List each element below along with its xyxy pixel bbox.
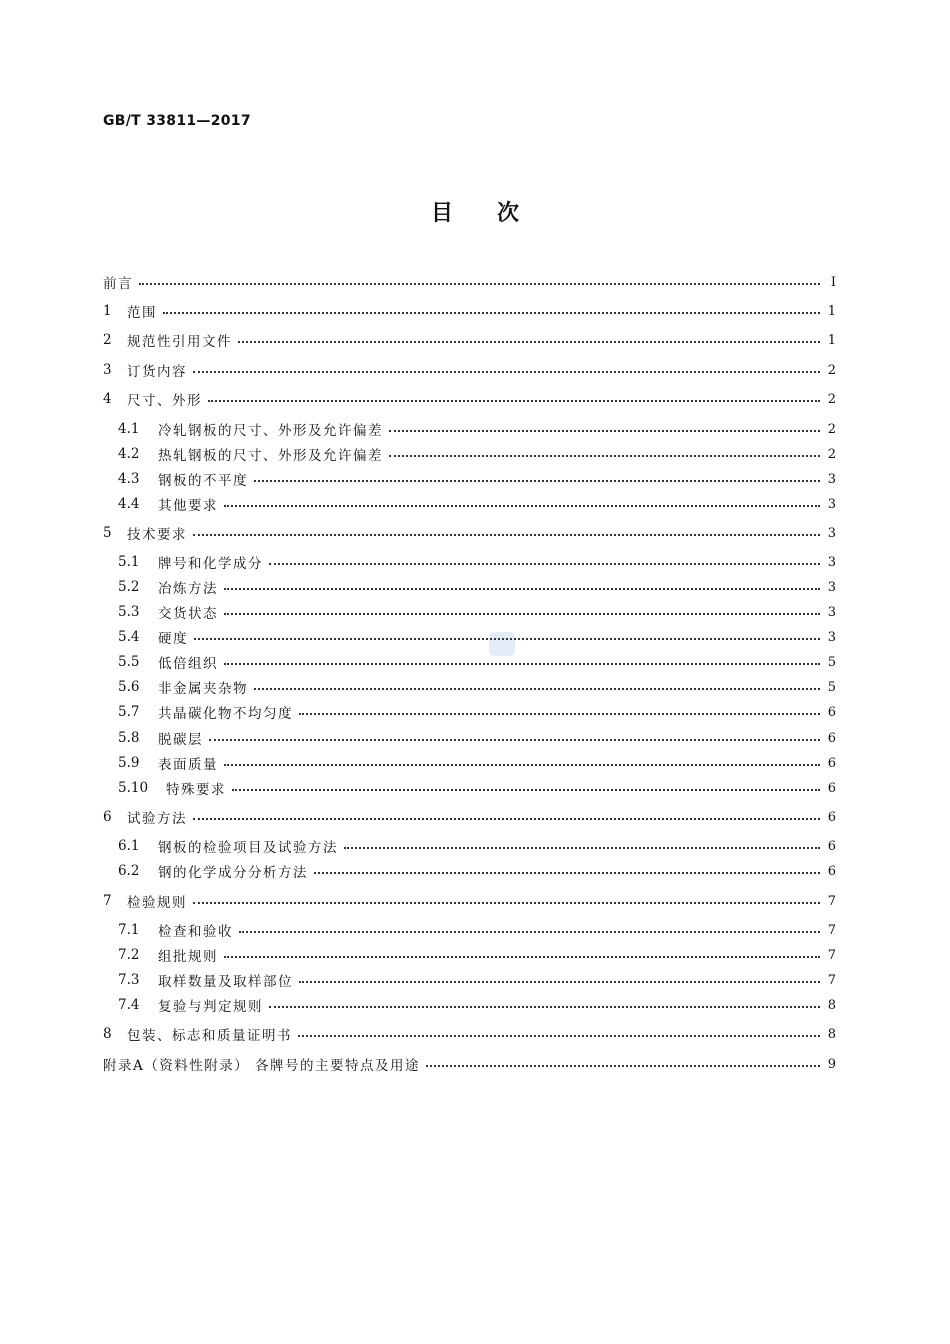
toc-entry-title: 包装、标志和质量证明书 [127, 1028, 292, 1044]
toc-dot-leader [239, 931, 820, 933]
toc-entry[interactable] [103, 945, 836, 965]
toc-entry[interactable] [103, 272, 836, 292]
toc-entry-page: 6 [827, 780, 836, 796]
toc-entry-page: 6 [827, 755, 836, 771]
toc-entry-number: 5 [103, 525, 112, 541]
toc-dot-leader [389, 430, 820, 432]
toc-entry-title: 范围 [127, 305, 157, 321]
toc-entry[interactable] [103, 389, 836, 409]
toc-entry-title: 规范性引用文件 [127, 334, 232, 350]
toc-entry[interactable] [103, 807, 836, 827]
toc-entry[interactable] [103, 652, 836, 672]
toc-entry-title: 脱碳层 [158, 732, 203, 748]
toc-entry-number: 4 [103, 391, 112, 407]
toc-entry-number: 5.1 [118, 554, 140, 570]
toc-dot-leader [426, 1065, 820, 1067]
toc-entry-number: 7.1 [118, 922, 140, 938]
toc-entry[interactable] [103, 523, 836, 543]
toc-entry-number: 5.10 [118, 780, 149, 796]
toc-entry-title: 热轧钢板的尺寸、外形及允许偏差 [158, 448, 383, 464]
toc-entry-title: 附录A（资料性附录） 各牌号的主要特点及用途 [103, 1058, 421, 1074]
toc-dot-leader [269, 563, 820, 565]
toc-entry[interactable] [103, 753, 836, 773]
toc-entry[interactable] [103, 995, 836, 1015]
toc-dot-leader [193, 534, 820, 536]
toc-entry-number: 4.1 [118, 421, 140, 437]
toc-entry[interactable] [103, 301, 836, 321]
toc-entry-number: 5.8 [118, 730, 140, 746]
toc-entry-title: 钢的化学成分分析方法 [158, 865, 308, 881]
toc-entry-page: 6 [827, 809, 836, 825]
toc-entry-number: 4.2 [118, 446, 140, 462]
toc-entry-page: 3 [827, 554, 836, 570]
toc-entry-page: 5 [827, 679, 836, 695]
toc-entry-page: 2 [827, 391, 836, 407]
toc-dot-leader [193, 371, 820, 373]
toc-entry-number: 6 [103, 809, 112, 825]
toc-entry-title: 检验规则 [127, 895, 187, 911]
toc-entry-page: 3 [827, 471, 836, 487]
toc-entry-page: Ⅰ [830, 274, 836, 290]
toc-dot-leader [224, 764, 820, 766]
standard-code: GB/T 33811—2017 [103, 113, 251, 129]
toc-entry-number: 6.2 [118, 863, 140, 879]
toc-entry-page: 7 [827, 893, 836, 909]
toc-entry-number: 6.1 [118, 838, 140, 854]
toc-entry-title: 共晶碳化物不均匀度 [158, 706, 293, 722]
toc-entry[interactable] [103, 728, 836, 748]
toc-entry-title: 硬度 [158, 631, 188, 647]
toc-dot-leader [314, 872, 820, 874]
toc-entry[interactable] [103, 1054, 836, 1074]
toc-entry-number: 2 [103, 332, 112, 348]
toc-entry-number: 4.3 [118, 471, 140, 487]
toc-entry-number: 5.7 [118, 704, 140, 720]
toc-dot-leader [224, 613, 820, 615]
toc-entry[interactable] [103, 577, 836, 597]
toc-entry-page: 3 [827, 629, 836, 645]
toc-entry[interactable] [103, 419, 836, 439]
toc-dot-leader [299, 713, 820, 715]
toc-entry-number: 4.4 [118, 496, 140, 512]
toc-entry[interactable] [103, 970, 836, 990]
toc-entry-page: 8 [827, 997, 836, 1013]
toc-entry-title: 钢板的检验项目及试验方法 [158, 840, 338, 856]
toc-entry-page: 2 [827, 362, 836, 378]
toc-dot-leader [389, 455, 820, 457]
toc-entry-page: 7 [827, 972, 836, 988]
page-title-part1: 目 [430, 201, 453, 226]
toc-entry-number: 7.3 [118, 972, 140, 988]
toc-dot-leader [209, 739, 820, 741]
toc-entry-page: 3 [827, 525, 836, 541]
toc-entry-title: 交货状态 [158, 606, 218, 622]
toc-entry[interactable] [103, 330, 836, 350]
toc-dot-leader [139, 283, 820, 285]
toc-entry-page: 3 [827, 579, 836, 595]
toc-dot-leader [344, 847, 820, 849]
toc-entry-title: 技术要求 [127, 527, 187, 543]
toc-dot-leader [224, 663, 820, 665]
toc-entry-page: 6 [827, 730, 836, 746]
toc-entry[interactable] [103, 552, 836, 572]
toc-entry-title: 取样数量及取样部位 [158, 974, 293, 990]
toc-entry-number: 5.5 [118, 654, 140, 670]
toc-entry-number: 7.4 [118, 997, 140, 1013]
toc-entry-page: 1 [827, 303, 836, 319]
toc-entry-number: 5.6 [118, 679, 140, 695]
toc-entry[interactable] [103, 602, 836, 622]
toc-entry-number: 5.9 [118, 755, 140, 771]
toc-entry[interactable] [103, 702, 836, 722]
toc-entry-page: 2 [827, 421, 836, 437]
toc-entry-number: 8 [103, 1026, 112, 1042]
toc-entry-title: 冶炼方法 [158, 581, 218, 597]
toc-dot-leader [194, 638, 820, 640]
toc-entry[interactable] [103, 360, 836, 380]
toc-entry[interactable] [103, 920, 836, 940]
toc-entry-title: 非金属夹杂物 [158, 681, 248, 697]
toc-dot-leader [232, 789, 820, 791]
toc-entry[interactable] [103, 836, 836, 856]
toc-entry-page: 3 [827, 496, 836, 512]
toc-dot-leader [224, 505, 820, 507]
toc-entry[interactable] [103, 677, 836, 697]
toc-entry[interactable] [103, 469, 836, 489]
toc-entry-title: 钢板的不平度 [158, 473, 248, 489]
toc-dot-leader [163, 312, 820, 314]
toc-entry-page: 1 [827, 332, 836, 348]
toc-dot-leader [254, 480, 820, 482]
toc-entry-title: 低倍组织 [158, 656, 218, 672]
toc-entry-title: 冷轧钢板的尺寸、外形及允许偏差 [158, 423, 383, 439]
toc-entry[interactable] [103, 444, 836, 464]
toc-entry-title: 检查和验收 [158, 924, 233, 940]
toc-entry[interactable] [103, 891, 836, 911]
toc-dot-leader [298, 1035, 820, 1037]
toc-entry-number: 5.4 [118, 629, 140, 645]
toc-entry-page: 2 [827, 446, 836, 462]
toc-entry-page: 7 [827, 922, 836, 938]
toc-entry-number: 7 [103, 893, 112, 909]
toc-entry-page: 6 [827, 863, 836, 879]
toc-entry-title: 试验方法 [127, 811, 187, 827]
toc-entry-number: 3 [103, 362, 112, 378]
toc-entry-number: 5.2 [118, 579, 140, 595]
toc-dot-leader [299, 981, 820, 983]
toc-entry[interactable] [103, 1024, 836, 1044]
toc-entry-number: 1 [103, 303, 112, 319]
toc-entry-title: 特殊要求 [166, 782, 226, 798]
toc-entry-title: 尺寸、外形 [127, 393, 202, 409]
toc-entry-title: 表面质量 [158, 757, 218, 773]
toc-entry-page: 8 [827, 1026, 836, 1042]
toc-dot-leader [208, 400, 820, 402]
toc-dot-leader [254, 688, 820, 690]
page-title [0, 196, 950, 227]
toc-entry-page: 9 [827, 1056, 836, 1072]
toc-entry-page: 6 [827, 838, 836, 854]
toc-entry-page: 6 [827, 704, 836, 720]
toc-entry[interactable] [103, 494, 836, 514]
toc-entry-title: 牌号和化学成分 [158, 556, 263, 572]
toc-dot-leader [193, 902, 820, 904]
toc-dot-leader [193, 818, 820, 820]
toc-entry[interactable] [103, 861, 836, 881]
toc-entry-title: 复验与判定规则 [158, 999, 263, 1015]
toc-entry-page: 3 [827, 604, 836, 620]
toc-dot-leader [224, 588, 820, 590]
toc-entry-title: 前言 [103, 276, 133, 292]
toc-entry-number: 7.2 [118, 947, 140, 963]
toc-entry[interactable] [103, 627, 836, 647]
toc-dot-leader [269, 1006, 820, 1008]
toc-dot-leader [224, 956, 820, 958]
toc-entry-page: 7 [827, 947, 836, 963]
toc-dot-leader [238, 341, 820, 343]
toc-entry[interactable] [103, 778, 836, 798]
toc-entry-page: 5 [827, 654, 836, 670]
page-title-part2: 次 [497, 201, 520, 226]
toc-entry-title: 组批规则 [158, 949, 218, 965]
toc-entry-title: 其他要求 [158, 498, 218, 514]
toc-entry-number: 5.3 [118, 604, 140, 620]
toc-entry-title: 订货内容 [127, 364, 187, 380]
